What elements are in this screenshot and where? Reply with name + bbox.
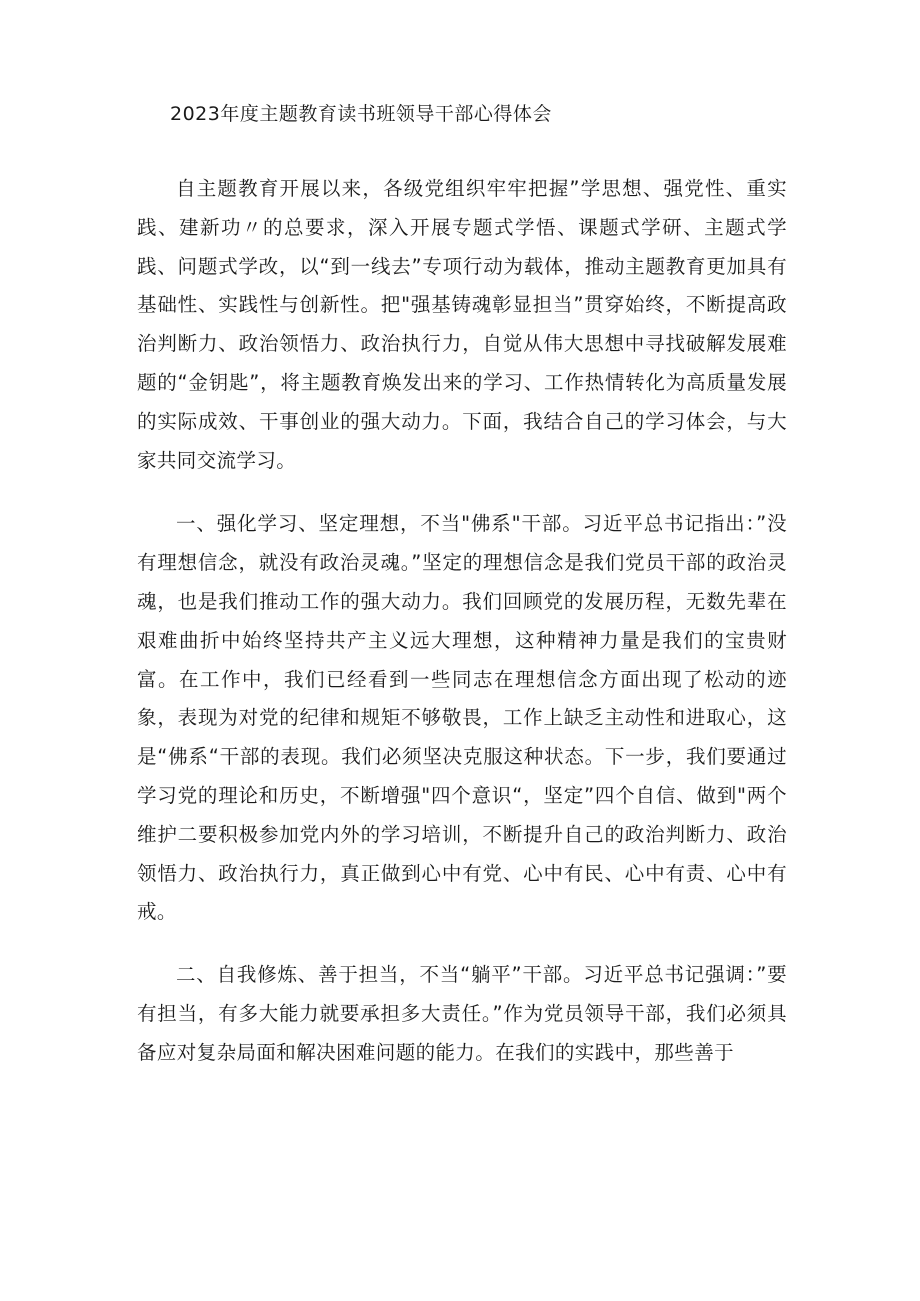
paragraph-intro: 自主题教育开展以来，各级党组织牢牢把握”学思想、强党性、重实践、建新功〃的总要求，深入开展专题式学悟、课题式学研、主题式学践、问题式学改，以“到一线去”专项行动为载体，推动主题教育更加具有基础性、实践性与创新性。把"强基铸魂彰显担当”贯穿始终，不断提高政治判断力、政治领悟力、政治执行力，自觉从伟大思想中寻找破解发展难题的“金钥匙”，将主题教育焕发出来的学习、工作热情转化为高质量发展的实际成效、干事创业的强大动力。下面，我结合自己的学习体会，与大家共同交流学习。 xyxy=(137,177,787,472)
paragraph-section-two: 二、自我修炼、善于担当，不当“躺平”干部。习近平总书记强调：”要有担当，有多大能力就要承担多大责任。”作为党员领导干部，我们必须具备应对复杂局面和解决困难问题的能力。在我们的实践中，那些善于 xyxy=(137,963,787,1064)
paragraph-section-one: 一、强化学习、坚定理想，不当"佛系"干部。习近平总书记指出：”没有理想信念，就没有政治灵魂。”坚定的理想信念是我们党员干部的政治灵魂，也是我们推动工作的强大动力。我们回顾党的发展历程，无数先辈在艰难曲折中始终坚持共产主义远大理想，这种精神力量是我们的宝贵财富。在工作中，我们已经看到一些同志在理想信念方面出现了松动的迹象，表现为对党的纪律和规矩不够敬畏，工作上缺乏主动性和进取心，这是“佛系“干部的表现。我们必须坚决克服这种状态。下一步，我们要通过学习党的理论和历史，不断增强"四个意识“，坚定”四个自信、做到"两个维护二要积极参加党内外的学习培训，不断提升自己的政治判断力、政治领悟力、政治执行力，真正做到心中有党、心中有民、心中有责、心中有戒。 xyxy=(137,512,787,924)
document-title: 2023年度主题教育读书班领导干部心得体会 xyxy=(170,103,552,125)
document-body xyxy=(137,170,787,1073)
